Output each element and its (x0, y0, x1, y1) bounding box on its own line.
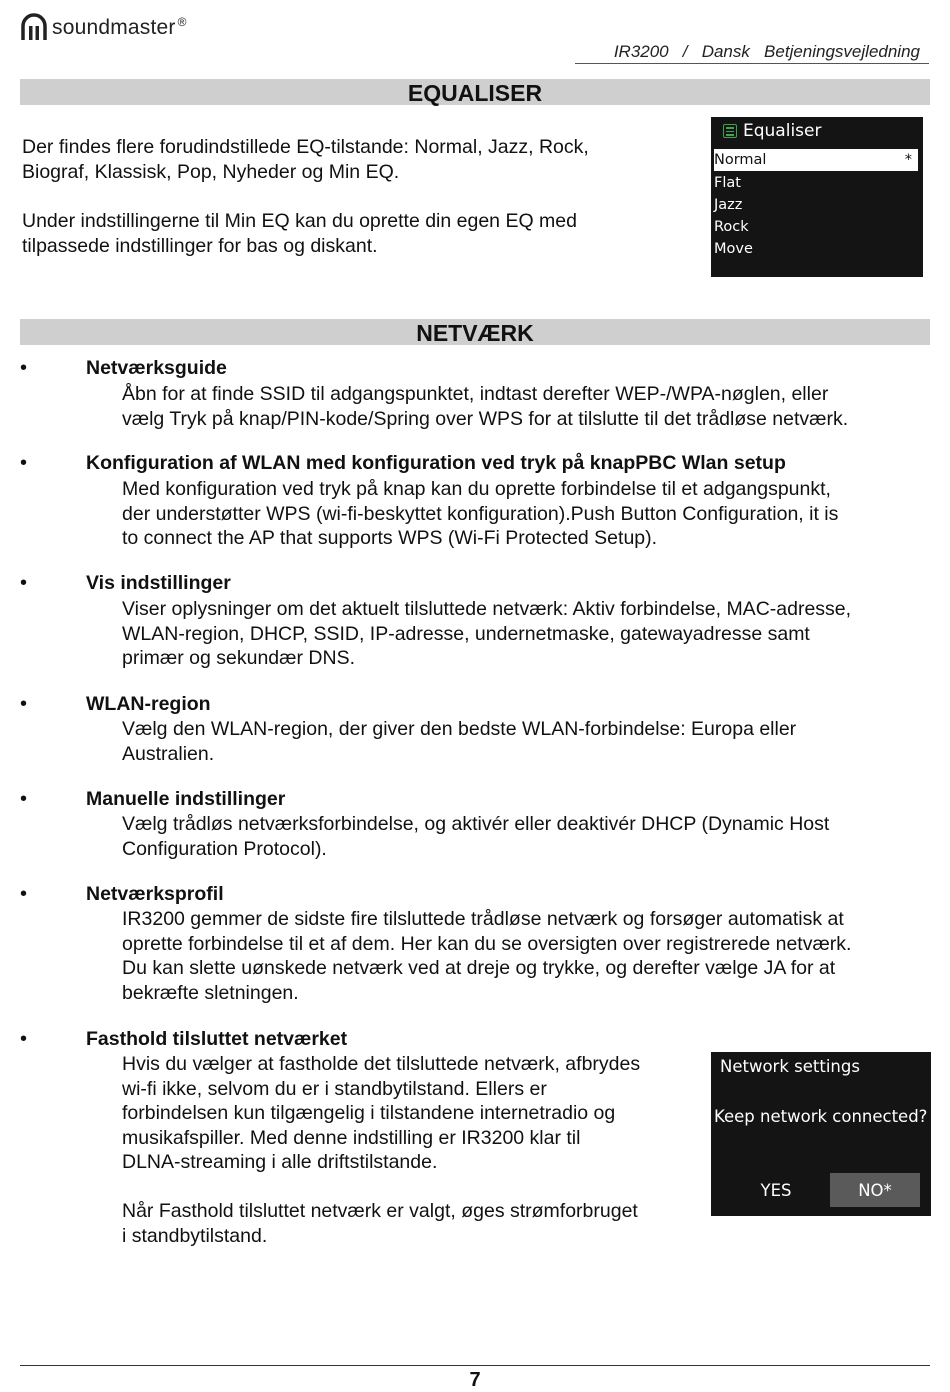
eq-item-normal[interactable]: Normal * (714, 149, 918, 171)
item-title-netvaerksguide: Netværksguide (86, 357, 227, 379)
paragraph-line: Der findes flere forudindstillede EQ-tilstande: Normal, Jazz, Rock, (22, 136, 589, 158)
item-extra-fasthold (122, 1199, 638, 1248)
item-title-wlan-pbc: Konfiguration af WLAN med konfiguration ved tryk på knapPBC Wlan setup (86, 452, 786, 474)
item-title-fasthold: Fasthold tilsluttet netværket (86, 1028, 348, 1050)
equaliser-screen-title (723, 121, 821, 141)
bullet: • (20, 572, 28, 594)
footer-rule (20, 1365, 930, 1366)
body-line: der understøtter WPS (wi-fi-beskyttet konfiguration).Push Button Configuration, it is (122, 502, 839, 525)
item-body-netvaerksguide (122, 382, 848, 431)
network-heading: NETVÆRK (20, 319, 930, 345)
body-line: vælg Tryk på knap/PIN-kode/Spring over WPS for at tilslutte til det trådløse netværk. (122, 407, 849, 430)
network-screen-question: Keep network connected? (714, 1107, 928, 1126)
body-line: Med konfiguration ved tryk på knap kan du oprette forbindelse til et adgangspunkt, (122, 478, 831, 500)
document-reference: IR3200 / Dansk Betjeningsvejledning (613, 42, 920, 61)
body-line: primær og sekundær DNS. (122, 647, 355, 669)
equaliser-paragraph-1 (22, 135, 589, 184)
item-title-wlan-region: WLAN-region (86, 693, 211, 715)
bullet: • (20, 357, 28, 379)
item-title-manuelle-indstillinger: Manuelle indstillinger (86, 788, 286, 810)
body-line: Australien. (122, 742, 215, 765)
equaliser-heading: EQUALISER (20, 79, 930, 105)
eq-item-move[interactable]: Move (714, 241, 753, 257)
bullet: • (20, 693, 28, 715)
selected-marker: * (904, 152, 912, 168)
item-title-netvaerksprofil: Netværksprofil (86, 883, 224, 905)
body-line: Vælg trådløs netværksforbindelse, og aktivér eller deaktivér DHCP (Dynamic Host (122, 813, 830, 835)
network-settings-screen (711, 1052, 931, 1216)
body-line: i standbytilstand. (122, 1224, 268, 1247)
bullet: • (20, 883, 28, 905)
body-line: to connect the AP that supports WPS (Wi-Fi Protected Setup). (122, 527, 658, 549)
header-rule (575, 63, 929, 64)
bullet: • (20, 788, 28, 810)
soundmaster-logo-icon (20, 12, 48, 42)
body-line: Configuration Protocol). (122, 837, 327, 860)
paragraph-line: tilpassede indstillinger for bas og diskant. (22, 234, 378, 257)
body-line: oprette forbindelse til et af dem. Her kan du se oversigten over registrerede netværk. (122, 932, 852, 955)
network-screen-title: Network settings (720, 1057, 860, 1076)
body-line: musikafspiller. Med denne indstilling er IR3200 klar til (122, 1126, 581, 1149)
no-button[interactable]: NO* (830, 1173, 920, 1207)
body-line: IR3200 gemmer de sidste fire tilsluttede trådløse netværk og forsøger automatisk at (122, 908, 844, 930)
body-line: Vælg den WLAN-region, der giver den bedste WLAN-forbindelse: Europa eller (122, 718, 797, 740)
body-line: Når Fasthold tilsluttet netværk er valgt, øges strømforbruget (122, 1200, 638, 1222)
body-line: wi-fi ikke, selvom du er i standbytilstand. Ellers er (122, 1077, 547, 1100)
body-line: Viser oplysninger om det aktuelt tilsluttede netværk: Aktiv forbindelse, MAC-adresse, (122, 598, 852, 620)
item-body-wlan-pbc (122, 477, 838, 551)
bullet: • (20, 452, 28, 474)
equaliser-paragraph-2 (22, 209, 577, 258)
body-line: forbindelsen kun tilgængelig i tilstandene internetradio og (122, 1102, 616, 1124)
item-body-manuelle-indstillinger (122, 812, 829, 861)
item-body-wlan-region (122, 717, 796, 766)
screen-title-text: Equaliser (743, 121, 822, 141)
body-line: DLNA-streaming i alle driftstilstande. (122, 1151, 438, 1173)
body-line: Hvis du vælger at fastholde det tilsluttede netværk, afbrydes (122, 1053, 641, 1075)
paragraph-line: Under indstillingerne til Min EQ kan du oprette din egen EQ med (22, 210, 577, 232)
eq-item-rock[interactable]: Rock (714, 219, 749, 235)
eq-item-flat[interactable]: Flat (714, 175, 741, 191)
item-body-fasthold (122, 1052, 640, 1175)
body-line: bekræfte sletningen. (122, 981, 299, 1004)
item-body-vis-indstillinger (122, 597, 851, 671)
item-title-vis-indstillinger: Vis indstillinger (86, 572, 231, 594)
body-line: Åbn for at finde SSID til adgangspunktet, indtast derefter WEP-/WPA-nøglen, eller (122, 383, 829, 405)
list-icon (723, 124, 737, 138)
brand-logo (20, 10, 187, 44)
page-number: 7 (469, 1369, 481, 1391)
body-line: Du kan slette uønskede netværk ved at dreje og trykke, og derefter vælge JA for at (122, 957, 836, 979)
yes-button[interactable]: YES (760, 1181, 792, 1200)
item-body-netvaerksprofil (122, 907, 851, 1005)
eq-item-jazz[interactable]: Jazz (714, 197, 743, 213)
body-line: WLAN-region, DHCP, SSID, IP-adresse, undernetmaske, gatewayadresse samt (122, 622, 810, 645)
brand-name: soundmaster ® (52, 14, 187, 39)
registered-mark: ® (177, 14, 187, 29)
bullet: • (20, 1028, 28, 1050)
equaliser-screen (711, 117, 923, 277)
paragraph-line: Biograf, Klassisk, Pop, Nyheder og Min EQ. (22, 160, 400, 183)
